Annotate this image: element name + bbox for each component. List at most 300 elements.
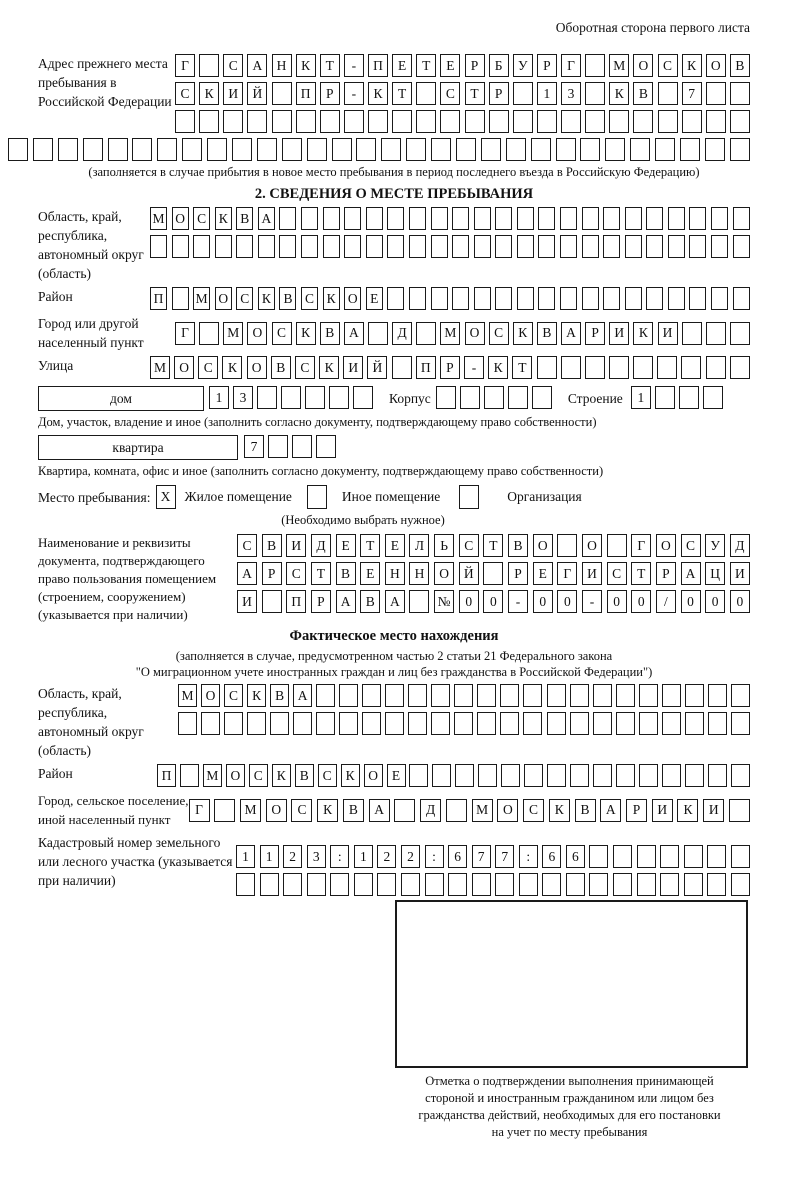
char-cell	[517, 207, 534, 230]
char-cell: В	[730, 54, 750, 77]
char-cell: О	[533, 534, 553, 557]
char-cell	[532, 386, 552, 409]
char-cell	[178, 712, 197, 735]
char-cell	[660, 845, 679, 868]
char-cell	[706, 110, 726, 133]
char-cell: М	[150, 207, 167, 230]
region-block	[38, 207, 750, 283]
char-cell	[711, 287, 728, 310]
stamp-area	[395, 900, 748, 1068]
char-cell: В	[236, 207, 253, 230]
stroenie-cells	[631, 386, 723, 409]
char-cell: М	[193, 287, 210, 310]
char-cell: А	[600, 799, 621, 822]
char-cell: Г	[557, 562, 577, 585]
char-cell-row	[237, 562, 750, 585]
char-cell-row	[175, 54, 750, 77]
char-cell: К	[258, 287, 275, 310]
char-cell	[180, 764, 199, 787]
char-cell	[707, 845, 726, 868]
char-cell-row	[175, 82, 750, 105]
char-cell	[537, 356, 557, 379]
char-cell	[637, 845, 656, 868]
char-cell	[409, 764, 428, 787]
char-cell: С	[681, 534, 701, 557]
char-cell	[646, 235, 663, 258]
char-cell: М	[472, 799, 493, 822]
cadastre-label: Кадастровый номер земельного или лесного участка (указывается при наличии)	[38, 835, 233, 888]
char-cell	[685, 764, 704, 787]
char-cell: Т	[483, 534, 503, 557]
stroenie-label: Строение	[567, 391, 623, 406]
char-cell	[409, 207, 426, 230]
char-cell-row	[237, 590, 750, 613]
char-cell	[547, 764, 566, 787]
char-cell	[214, 799, 235, 822]
char-cell	[561, 110, 581, 133]
char-cell	[708, 764, 727, 787]
char-cell	[730, 110, 750, 133]
actual-location-title: Фактическое место нахождения	[289, 628, 499, 644]
char-cell	[689, 235, 706, 258]
char-cell	[456, 138, 476, 161]
char-cell: М	[240, 799, 261, 822]
char-cell: И	[582, 562, 602, 585]
char-cell	[519, 873, 538, 896]
district-block	[38, 287, 750, 310]
char-cell	[440, 110, 460, 133]
char-cell: С	[301, 287, 318, 310]
checkbox-residential: X	[156, 485, 176, 509]
char-cell	[474, 235, 491, 258]
page-corner-note: Оборотная сторона первого листа	[555, 20, 750, 35]
char-cell	[344, 207, 361, 230]
char-cell: Д	[311, 534, 331, 557]
actual-city-label-line2: иной населенный пункт	[38, 812, 171, 827]
char-cell: М	[150, 356, 170, 379]
stamp-caption-line4: на учет по месту пребывания	[491, 1125, 648, 1139]
char-cell: 6	[542, 845, 561, 868]
char-cell	[489, 110, 509, 133]
char-cell-row	[150, 207, 750, 230]
char-cell	[616, 684, 635, 707]
char-cell: В	[295, 764, 314, 787]
actual-region-label: Область, край, республика, автономный округ (область)	[38, 686, 144, 758]
char-cell	[301, 235, 318, 258]
char-cell: С	[224, 684, 243, 707]
char-cell: С	[198, 356, 218, 379]
char-cell	[731, 764, 750, 787]
char-cell: 1	[537, 82, 557, 105]
stamp-caption	[378, 1073, 761, 1141]
char-cell-row	[150, 235, 750, 258]
char-cell: К	[368, 82, 388, 105]
char-cell	[685, 712, 704, 735]
char-cell	[432, 764, 451, 787]
char-cell	[646, 287, 663, 310]
char-cell: 3	[307, 845, 326, 868]
char-cell	[431, 235, 448, 258]
char-cell	[478, 764, 497, 787]
char-cell	[731, 712, 750, 735]
char-cell	[353, 386, 373, 409]
char-cell	[607, 534, 627, 557]
char-cell	[557, 534, 577, 557]
char-cell: А	[237, 562, 257, 585]
char-cell: №	[434, 590, 454, 613]
char-cell	[560, 235, 577, 258]
char-cell	[639, 684, 658, 707]
char-cell	[431, 712, 450, 735]
char-cell: С	[237, 534, 257, 557]
char-cell	[570, 712, 589, 735]
char-cell	[416, 110, 436, 133]
char-cell	[307, 873, 326, 896]
char-cell	[307, 138, 327, 161]
char-cell	[339, 712, 358, 735]
char-cell	[625, 207, 642, 230]
city-block	[38, 314, 750, 352]
char-cell	[323, 207, 340, 230]
char-cell: И	[237, 590, 257, 613]
char-cell: О	[247, 356, 267, 379]
char-cell: В	[575, 799, 596, 822]
apartment-note: Квартира, комната, офис и иное (заполнить согласно документу, подтверждающему право собственности)	[38, 464, 604, 478]
char-cell	[625, 235, 642, 258]
char-cell	[279, 235, 296, 258]
char-cell: -	[344, 82, 364, 105]
char-cell	[682, 322, 702, 345]
char-cell: 0	[631, 590, 651, 613]
char-cell	[431, 207, 448, 230]
char-cell	[657, 356, 677, 379]
char-cell	[679, 386, 699, 409]
char-cell	[201, 712, 220, 735]
char-cell: :	[330, 845, 349, 868]
stay-type-row	[38, 485, 750, 509]
char-cell: О	[174, 356, 194, 379]
char-cell	[431, 287, 448, 310]
char-cell: П	[157, 764, 176, 787]
char-cell	[495, 287, 512, 310]
char-cell	[257, 138, 277, 161]
char-cell	[625, 287, 642, 310]
char-cell	[682, 110, 702, 133]
char-cell: 7	[495, 845, 514, 868]
char-cell	[639, 764, 658, 787]
char-cell: 7	[472, 845, 491, 868]
char-cell: 0	[533, 590, 553, 613]
char-cell: А	[681, 562, 701, 585]
char-cell: 3	[561, 82, 581, 105]
section2-title: 2. СВЕДЕНИЯ О МЕСТЕ ПРЕБЫВАНИЯ	[254, 186, 534, 202]
char-cell: Г	[631, 534, 651, 557]
char-cell: 2	[377, 845, 396, 868]
char-cell	[706, 356, 726, 379]
char-cell	[339, 684, 358, 707]
char-cell	[332, 138, 352, 161]
char-cell	[613, 845, 632, 868]
char-cell	[639, 712, 658, 735]
char-cell: Г	[175, 322, 195, 345]
char-cell: Т	[631, 562, 651, 585]
char-cell-row	[150, 287, 750, 310]
char-cell	[293, 712, 312, 735]
char-cell: 0	[483, 590, 503, 613]
char-cell	[603, 235, 620, 258]
char-cell	[182, 138, 202, 161]
char-cell	[680, 138, 700, 161]
char-cell	[283, 873, 302, 896]
char-cell	[706, 82, 726, 105]
char-cell	[500, 712, 519, 735]
char-cell: /	[656, 590, 676, 613]
char-cell	[385, 712, 404, 735]
char-cell: О	[247, 322, 267, 345]
char-cell	[354, 873, 373, 896]
char-cell	[689, 207, 706, 230]
char-cell: Р	[311, 590, 331, 613]
char-cell: А	[561, 322, 581, 345]
char-cell	[157, 138, 177, 161]
char-cell: С	[318, 764, 337, 787]
char-cell	[603, 207, 620, 230]
char-cell: 2	[401, 845, 420, 868]
char-cell: 0	[459, 590, 479, 613]
char-cell	[446, 799, 467, 822]
char-cell	[603, 287, 620, 310]
char-cell: 6	[566, 845, 585, 868]
char-cell	[689, 287, 706, 310]
char-cell: Е	[392, 54, 412, 77]
char-cell	[207, 138, 227, 161]
char-cell	[368, 322, 388, 345]
char-cell	[454, 684, 473, 707]
apartment-number-cells	[244, 435, 336, 458]
char-cell: К	[317, 799, 338, 822]
char-cell	[366, 235, 383, 258]
char-cell	[668, 287, 685, 310]
char-cell: В	[537, 322, 557, 345]
char-cell: М	[203, 764, 222, 787]
char-cell	[585, 82, 605, 105]
char-cell: О	[497, 799, 518, 822]
char-cell: Т	[416, 54, 436, 77]
char-cell: Е	[440, 54, 460, 77]
char-cell	[658, 110, 678, 133]
char-cell	[232, 138, 252, 161]
char-cell	[593, 764, 612, 787]
char-cell	[460, 386, 480, 409]
char-cell	[582, 235, 599, 258]
char-cell	[408, 684, 427, 707]
char-cell: Р	[262, 562, 282, 585]
char-cell	[199, 322, 219, 345]
char-cell: И	[730, 562, 750, 585]
char-cell	[708, 712, 727, 735]
char-cell: Ц	[705, 562, 725, 585]
char-cell	[425, 873, 444, 896]
char-cell	[292, 435, 312, 458]
char-cell: И	[658, 322, 678, 345]
char-cell: А	[344, 322, 364, 345]
char-cell	[258, 235, 275, 258]
char-cell: А	[258, 207, 275, 230]
district-label: Район	[38, 289, 73, 304]
char-cell: В	[336, 562, 356, 585]
char-cell	[517, 235, 534, 258]
char-cell: М	[223, 322, 243, 345]
char-cell	[409, 590, 429, 613]
char-cell	[392, 110, 412, 133]
char-cell	[609, 110, 629, 133]
char-cell	[385, 684, 404, 707]
title-document-block	[38, 534, 750, 624]
char-cell	[296, 110, 316, 133]
title-document-label: Наименование и реквизиты документа, подтверждающего право пользования помещением (строением, сооружением) (указывается при наличии)	[38, 535, 217, 622]
char-cell	[613, 873, 632, 896]
char-cell: Е	[360, 562, 380, 585]
actual-city-label	[38, 791, 189, 829]
char-cell: Г	[175, 54, 195, 77]
char-cell: О	[201, 684, 220, 707]
char-cell: О	[172, 207, 189, 230]
char-cell	[257, 386, 277, 409]
char-cell	[593, 712, 612, 735]
char-cell	[436, 386, 456, 409]
char-cell	[477, 712, 496, 735]
char-cell	[330, 873, 349, 896]
char-cell	[247, 712, 266, 735]
char-cell	[730, 322, 750, 345]
stamp-caption-line2: стороной и иностранным гражданином или лицом без	[425, 1091, 714, 1105]
char-cell	[513, 110, 533, 133]
char-cell	[542, 873, 561, 896]
char-cell	[270, 712, 289, 735]
char-cell: Е	[387, 764, 406, 787]
char-cell: С	[286, 562, 306, 585]
char-cell	[8, 138, 28, 161]
char-cell	[681, 356, 701, 379]
char-cell	[703, 386, 723, 409]
char-cell	[684, 873, 703, 896]
char-cell: -	[508, 590, 528, 613]
char-cell: 0	[705, 590, 725, 613]
char-cell	[655, 138, 675, 161]
char-cell	[452, 287, 469, 310]
apartment-row	[38, 435, 750, 460]
char-cell	[616, 764, 635, 787]
char-cell	[609, 356, 629, 379]
char-cell	[684, 845, 703, 868]
char-cell	[329, 386, 349, 409]
char-cell	[387, 235, 404, 258]
checkbox-organization	[459, 485, 479, 509]
char-cell	[547, 712, 566, 735]
char-cell: Е	[336, 534, 356, 557]
char-cell	[668, 207, 685, 230]
char-cell	[431, 138, 451, 161]
char-cell	[356, 138, 376, 161]
char-cell: К	[199, 82, 219, 105]
char-cell	[560, 207, 577, 230]
char-cell: Д	[730, 534, 750, 557]
char-cell	[58, 138, 78, 161]
char-cell: Р	[508, 562, 528, 585]
char-cell-row	[236, 873, 750, 896]
char-cell: С	[223, 54, 243, 77]
checkbox-other-premises	[307, 485, 327, 509]
cadastre-rows	[236, 833, 750, 896]
char-cell: К	[272, 764, 291, 787]
char-cell: К	[341, 764, 360, 787]
char-cell: К	[609, 82, 629, 105]
char-cell	[260, 873, 279, 896]
char-cell	[362, 684, 381, 707]
char-cell: -	[582, 590, 602, 613]
char-cell: С	[489, 322, 509, 345]
char-cell	[323, 235, 340, 258]
char-cell	[477, 684, 496, 707]
char-cell	[83, 138, 103, 161]
char-cell	[452, 207, 469, 230]
char-cell: О	[344, 287, 361, 310]
char-cell	[524, 764, 543, 787]
char-cell	[730, 356, 750, 379]
stay-type-note: (Необходимо выбрать нужное)	[281, 513, 445, 527]
char-cell: Б	[489, 54, 509, 77]
char-cell: О	[434, 562, 454, 585]
char-cell: 7	[682, 82, 702, 105]
char-cell	[247, 110, 267, 133]
char-cell: Л	[409, 534, 429, 557]
char-cell	[236, 873, 255, 896]
char-cell	[387, 287, 404, 310]
char-cell	[517, 287, 534, 310]
char-cell	[566, 873, 585, 896]
char-cell: 0	[607, 590, 627, 613]
char-cell: А	[293, 684, 312, 707]
char-cell: В	[262, 534, 282, 557]
char-cell	[282, 138, 302, 161]
char-cell: К	[296, 322, 316, 345]
char-cell: В	[360, 590, 380, 613]
house-row	[38, 386, 750, 411]
char-cell	[172, 235, 189, 258]
char-cell: Т	[311, 562, 331, 585]
apartment-type-box: квартира	[38, 435, 238, 460]
char-cell: Г	[189, 799, 210, 822]
char-cell	[570, 764, 589, 787]
previous-address-rows	[175, 54, 750, 133]
char-cell	[523, 684, 542, 707]
char-cell: С	[272, 322, 292, 345]
char-cell: 2	[283, 845, 302, 868]
char-cell: О	[656, 534, 676, 557]
char-cell: К	[682, 54, 702, 77]
char-cell: 7	[244, 435, 264, 458]
char-cell: Ь	[434, 534, 454, 557]
char-cell	[223, 110, 243, 133]
char-cell-row	[237, 534, 750, 557]
char-cell	[484, 386, 504, 409]
char-cell: 1	[236, 845, 255, 868]
char-cell: 3	[233, 386, 253, 409]
char-cell	[268, 435, 288, 458]
char-cell: 1	[354, 845, 373, 868]
char-cell	[281, 386, 301, 409]
char-cell: Н	[272, 54, 292, 77]
